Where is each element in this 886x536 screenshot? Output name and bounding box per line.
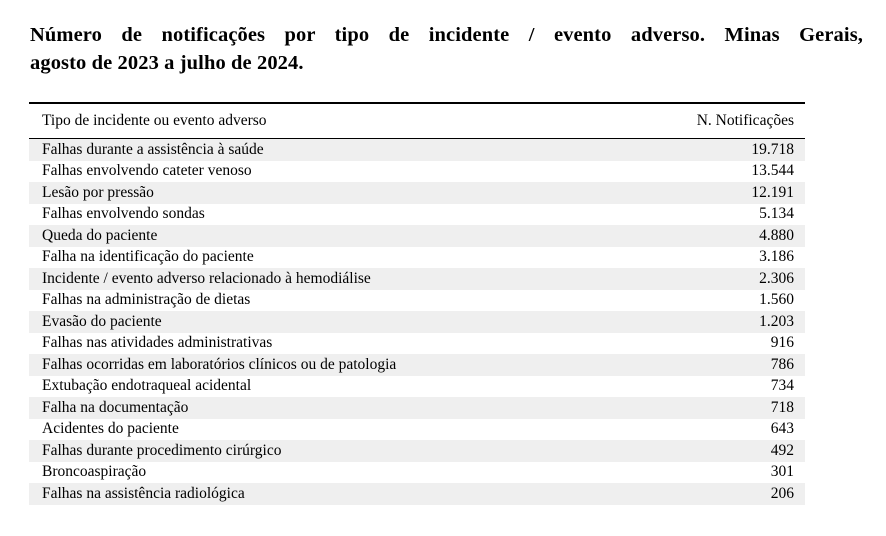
table-row [29,354,805,376]
incident-type-cell: Falha na documentação [42,398,189,416]
notification-count-cell: 206 [770,484,794,502]
incident-type-cell: Falhas durante a assistência à saúde [42,140,264,158]
table-row [29,462,805,484]
table-row [29,483,805,505]
incident-type-cell: Incidente / evento adverso relacionado à hemodiálise [42,269,371,287]
table-caption [30,22,863,77]
table-row [29,440,805,462]
table-row [29,290,805,312]
incident-type-cell: Falhas envolvendo cateter venoso [42,162,252,180]
table-row [29,247,805,269]
notification-count-cell: 916 [770,334,794,352]
table-body [29,139,805,505]
notification-count-cell: 12.191 [751,183,794,201]
incident-type-cell: Queda do paciente [42,226,158,244]
incident-type-cell: Falha na identificação do paciente [42,248,254,266]
table-row [29,419,805,441]
notification-count-cell: 718 [770,398,794,416]
caption-line-1: Número de notificações por tipo de incidente / evento adverso. Minas Gerais, [30,24,863,46]
table-row [29,268,805,290]
notification-count-cell: 4.880 [759,226,794,244]
notification-count-cell: 3.186 [759,248,794,266]
table-row [29,139,805,161]
incident-type-cell: Extubação endotraqueal acidental [42,377,252,395]
notification-count-cell: 1.203 [759,312,794,330]
header-incident-type: Tipo de incidente ou evento adverso [42,112,267,129]
notification-count-cell: 301 [770,463,794,481]
incident-type-cell: Evasão do paciente [42,312,162,330]
incident-type-cell: Falhas nas atividades administrativas [42,334,273,352]
table-row [29,311,805,333]
incident-type-cell: Acidentes do paciente [42,420,179,438]
notification-count-cell: 734 [770,377,794,395]
notification-count-cell: 643 [770,420,794,438]
incident-type-cell: Falhas na assistência radiológica [42,484,245,502]
notification-count-cell: 19.718 [751,140,794,158]
incident-type-cell: Falhas envolvendo sondas [42,205,205,223]
table-row [29,182,805,204]
notifications-table [29,102,805,505]
table-header-row [29,104,805,139]
table-row [29,397,805,419]
incident-type-cell: Falhas durante procedimento cirúrgico [42,441,282,459]
incident-type-cell: Lesão por pressão [42,183,154,201]
header-notification-count: N. Notificações [696,112,794,129]
table-row [29,376,805,398]
table-row [29,333,805,355]
caption-line-2: agosto de 2023 a julho de 2024. [30,51,304,74]
notification-count-cell: 1.560 [759,291,794,309]
notification-count-cell: 2.306 [759,269,794,287]
table-row [29,225,805,247]
notification-count-cell: 5.134 [759,205,794,223]
table-row [29,204,805,226]
notification-count-cell: 13.544 [751,162,794,180]
incident-type-cell: Falhas ocorridas em laboratórios clínicos ou de patologia [42,355,397,373]
notification-count-cell: 786 [770,355,794,373]
notification-count-cell: 492 [770,441,794,459]
incident-type-cell: Falhas na administração de dietas [42,291,251,309]
table-row [29,161,805,183]
incident-type-cell: Broncoaspiração [42,463,147,481]
